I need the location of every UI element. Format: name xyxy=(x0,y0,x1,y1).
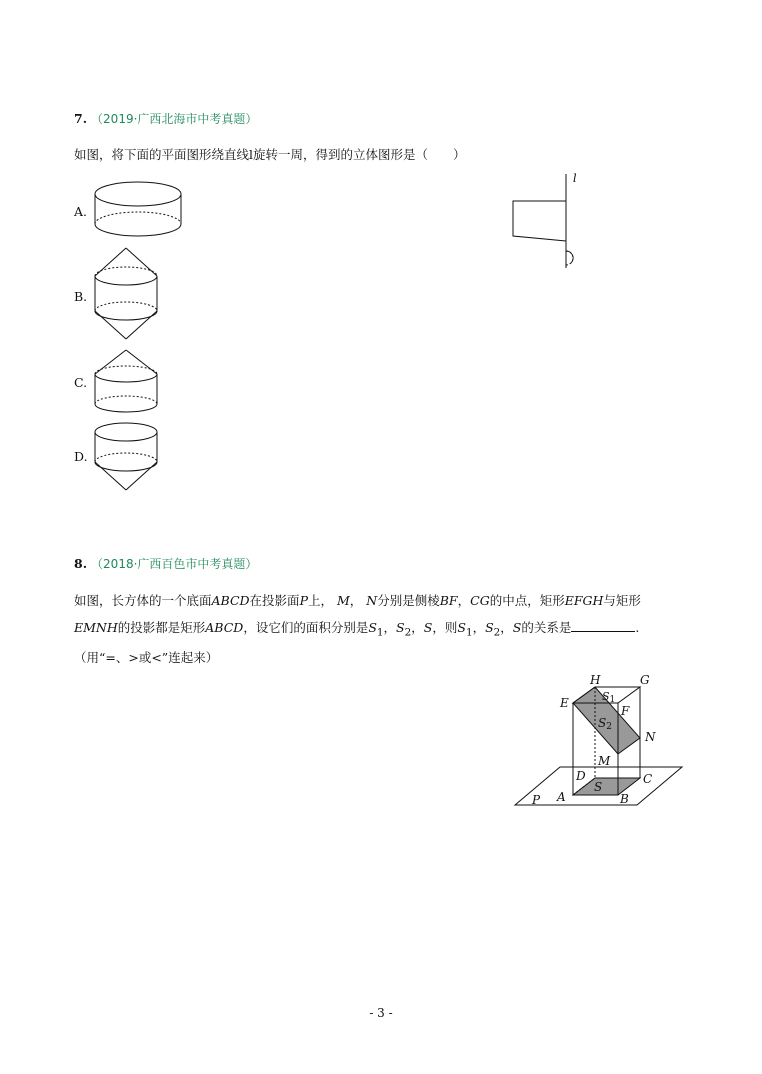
label-e: E xyxy=(560,696,569,710)
option-a-cylinder-figure xyxy=(90,178,190,246)
q8-var-s2: S xyxy=(396,620,405,635)
label-p: P xyxy=(532,793,541,807)
q8-var-s1: S xyxy=(457,620,466,635)
label-c: C xyxy=(643,772,653,786)
q8-var-s: S xyxy=(423,620,433,635)
q8-var-efgh: EFGH xyxy=(564,593,604,608)
q8-text: ，则 xyxy=(432,620,458,635)
q8-source: （2018·广西百色市中考真题） xyxy=(91,557,258,571)
q7-number: 7. xyxy=(74,111,88,126)
q8-text: 与矩形 xyxy=(603,593,641,608)
q8-text: ， xyxy=(457,593,471,608)
label-h: H xyxy=(590,673,601,687)
label-m: M xyxy=(598,754,611,768)
label-n: N xyxy=(645,730,656,744)
q8-text: ， xyxy=(472,620,486,635)
label-b: B xyxy=(620,792,629,806)
option-d-solid-figure xyxy=(90,420,165,495)
q8-number: 8. xyxy=(74,556,88,571)
answer-blank[interactable] xyxy=(571,619,635,632)
rotation-axis-label: l xyxy=(573,172,577,185)
q8-text: 的关系是 xyxy=(521,620,572,635)
q7-stem: 如图，将下面的平面图形绕直线l旋转一周，得到的立体图形是（ ） xyxy=(74,147,466,162)
q7-header xyxy=(74,110,257,127)
q8-line3: （用“=、>或<”连起来） xyxy=(74,650,219,665)
label-s: S xyxy=(594,780,603,794)
q8-text: ， xyxy=(500,620,513,635)
q8-sub: 2 xyxy=(404,626,412,639)
q7-planar-figure xyxy=(505,168,595,274)
label-d: D xyxy=(576,769,586,783)
q8-line1 xyxy=(74,591,641,611)
q8-text: ， xyxy=(383,620,397,635)
q7-option-d-label: D. xyxy=(74,449,88,464)
q8-text: ， xyxy=(411,620,424,635)
label-s2: S2 xyxy=(598,716,612,732)
page-number: - 3 - xyxy=(369,1006,393,1020)
q8-var-s: S xyxy=(512,620,522,635)
q8-sub: 1 xyxy=(465,626,473,639)
q8-var-abcd: ABCD xyxy=(205,620,244,635)
q8-var-emnh: EMNH xyxy=(74,620,118,635)
q8-var-bf: BF xyxy=(439,593,458,608)
q7-source: （2019·广西北海市中考真题） xyxy=(91,112,258,126)
q7-option-a-label: A. xyxy=(74,204,88,219)
q8-text: 的中点，矩形 xyxy=(489,593,565,608)
q8-var-s1: S xyxy=(368,620,377,635)
label-g: G xyxy=(640,673,650,687)
q8-var-cg: CG xyxy=(470,593,490,608)
q8-cuboid-figure xyxy=(510,670,690,810)
q8-var-m: M xyxy=(336,593,350,608)
q8-text: 分别是侧棱 xyxy=(377,593,440,608)
option-b-solid-figure xyxy=(90,246,165,346)
label-f: F xyxy=(621,704,630,718)
q8-text: ，设它们的面积分别是 xyxy=(243,620,369,635)
q8-sub: 2 xyxy=(493,626,501,639)
q8-var-abcd: ABCD xyxy=(211,593,250,608)
q8-header xyxy=(74,555,257,572)
q8-var-s2: S xyxy=(485,620,494,635)
q8-text: 上， xyxy=(307,593,333,608)
q8-sub: 1 xyxy=(376,626,384,639)
q8-text: ， xyxy=(349,593,363,608)
q8-var-n: N xyxy=(366,593,378,608)
label-s1: S1 xyxy=(602,690,616,705)
q7-option-b-label: B. xyxy=(74,289,88,304)
label-a: A xyxy=(557,790,566,804)
q8-var-p: P xyxy=(299,593,308,608)
q8-line2 xyxy=(74,618,639,643)
option-c-solid-figure xyxy=(90,348,165,418)
q8-text: 如图，长方体的一个底面 xyxy=(74,593,212,608)
q7-option-c-label: C. xyxy=(74,375,88,390)
q8-text: 的投影都是矩形 xyxy=(117,620,206,635)
q8-text: . xyxy=(635,620,640,635)
q8-text: 在投影面 xyxy=(249,593,300,608)
